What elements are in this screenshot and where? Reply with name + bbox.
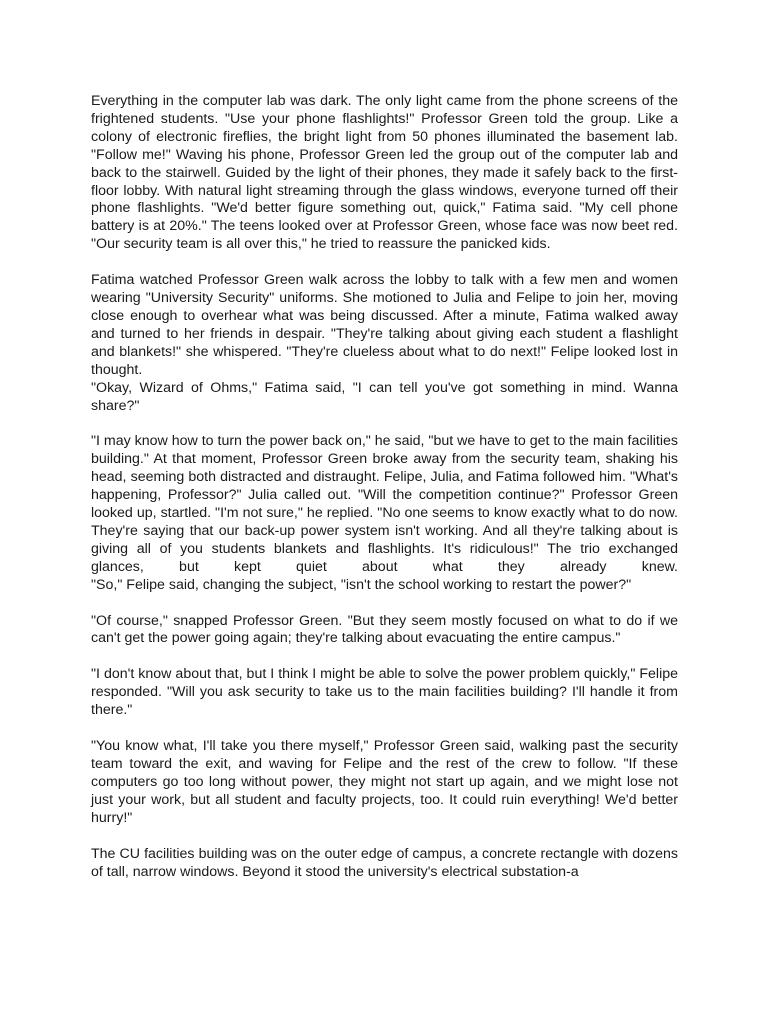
paragraph-5 [91, 666, 678, 720]
paragraph-3-line-1: "I may know how to turn the power back on," he said, "but we have to get to the main facilities building." At that moment, Professor Green broke away from the security team, shaking his head, seeming both distracted and distraught. Felipe, Julia, and Fatima followed him. "What's happening, Professor?" Julia called out. "Will the competition continue?" Professor Green looked up, startled. "I'm not sure," he replied. "No one seems to know exactly what to do now. They're saying that our back-up power system isn't working. And all they're talking about is giving all of you students blankets and flashlights. It's ridiculous!" The trio exchanged glances, but kept quiet about what they already knew. [91, 433, 678, 575]
paragraph-2-line-2: "Okay, Wizard of Ohms," Fatima said, "I can tell you've got something in mind. Wanna share?" [91, 379, 678, 414]
paragraph-1 [91, 93, 678, 254]
paragraph-4 [91, 613, 678, 649]
paragraph-5-text: "I don't know about that, but I think I might be able to solve the power problem quickly," Felipe responded. "Will you ask security to take us to the main facilities building? I'll handle it from there." [91, 666, 678, 719]
paragraph-7-text: The CU facilities building was on the outer edge of campus, a concrete rectangle with dozens of tall, narrow windows. Beyond it stood the university's electrical substation-a [91, 845, 678, 880]
paragraph-6 [91, 738, 678, 828]
paragraph-4-text: "Of course," snapped Professor Green. "But they seem mostly focused on what to do if we can't get the power going again; they're talking about evacuating the entire campus." [91, 612, 678, 647]
paragraph-6-text: "You know what, I'll take you there myself," Professor Green said, walking past the security team toward the exit, and waving for Felipe and the rest of the crew to follow. "If these computers go too long without power, they might not start up again, and we might lose not just your work, but all student and faculty projects, too. It could ruin everything! We'd better hurry!" [91, 738, 678, 826]
paragraph-3-line-2: "So," Felipe said, changing the subject, "isn't the school working to restart the power?" [91, 576, 632, 593]
paragraph-3 [91, 433, 678, 594]
paragraph-1-text: Everything in the computer lab was dark. The only light came from the phone screens of the frightened students. "Use your phone flashlights!" Professor Green told the group. Like a colony of electronic fireflies, the bright light from 50 phones illuminated the basement lab. "Follow me!" Waving his phone, Professor Green led the group out of the computer lab and back to the stairwell. Guided by the light of their phones, they made it safely back to the first-floor lobby. With natural light streaming through the glass windows, everyone turned off their phone flashlights. "We'd better figure something out, quick," Fatima said. "My cell phone battery is at 20%." The teens looked over at Professor Green, whose face was now beet red. "Our security team is all over this," he tried to reassure the panicked kids. [91, 93, 678, 253]
document-page [91, 93, 678, 899]
paragraph-7 [91, 846, 678, 882]
paragraph-2-line-1: Fatima watched Professor Green walk across the lobby to talk with a few men and women wearing "University Security" uniforms. She motioned to Julia and Felipe to join her, moving close enough to overhear what was being discussed. After a minute, Fatima walked away and turned to her friends in despair. "They're talking about giving each student a flashlight and blankets!" she whispered. "They're clueless about what to do next!" Felipe looked lost in thought. [91, 272, 678, 378]
paragraph-2 [91, 272, 678, 415]
